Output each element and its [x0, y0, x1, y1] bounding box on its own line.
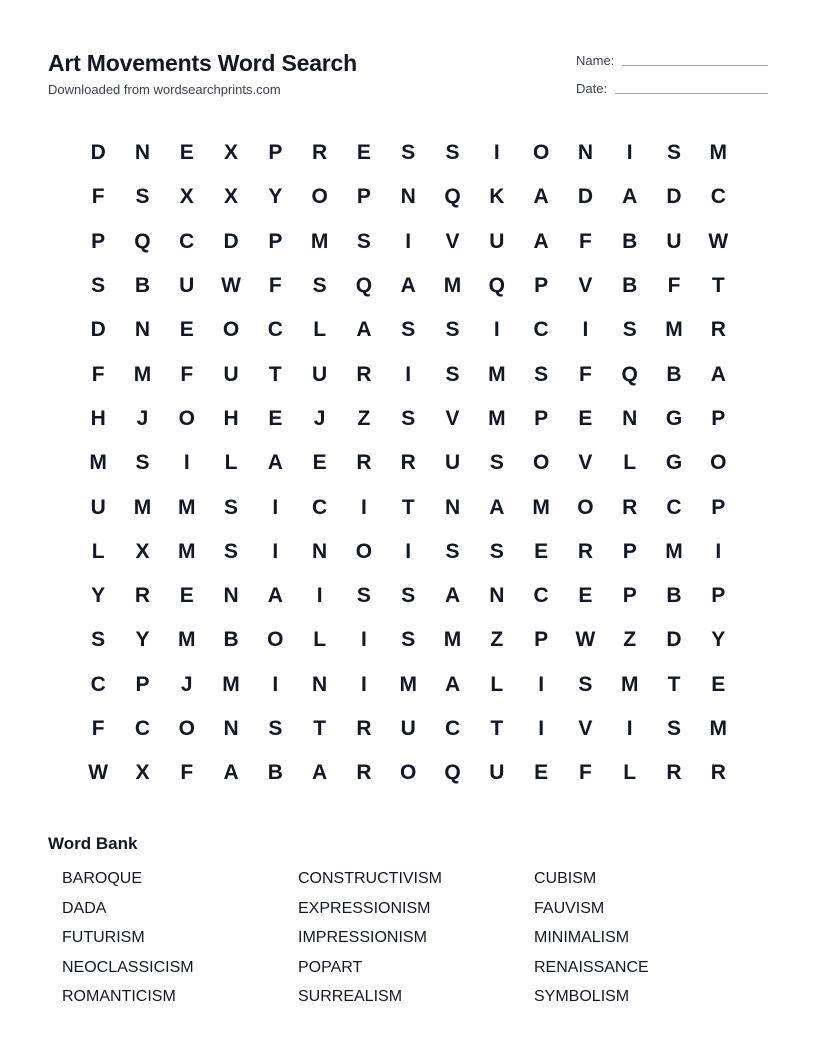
grid-cell[interactable]: O: [710, 451, 727, 475]
word-bank-item: RENAISSANCE: [534, 958, 649, 976]
grid-cell[interactable]: O: [532, 451, 550, 475]
grid-cell[interactable]: P: [135, 672, 150, 696]
grid-cell[interactable]: X: [135, 539, 150, 563]
grid-cell[interactable]: M: [665, 318, 683, 342]
word-bank-item: BAROQUE: [62, 870, 143, 887]
grid-cell[interactable]: L: [313, 628, 327, 652]
grid-cell[interactable]: S: [667, 141, 682, 165]
date-line[interactable]: [615, 92, 768, 94]
grid-cell[interactable]: P: [622, 584, 637, 608]
grid-cell[interactable]: I: [538, 672, 545, 696]
grid-cell[interactable]: P: [622, 539, 637, 563]
grid-cell[interactable]: I: [183, 451, 190, 475]
grid-cell[interactable]: H: [90, 406, 106, 430]
grid-cell[interactable]: L: [623, 761, 637, 785]
grid-cell[interactable]: S: [401, 141, 416, 165]
grid-cell[interactable]: U: [489, 761, 505, 785]
grid-cell[interactable]: E: [534, 539, 549, 563]
word-bank-item: CONSTRUCTIVISM: [298, 870, 442, 887]
grid-cell[interactable]: D: [577, 185, 593, 209]
word-bank-item: DADA: [62, 899, 107, 917]
grid-cell[interactable]: E: [179, 318, 194, 342]
grid-cell[interactable]: N: [622, 406, 638, 430]
grid-cell[interactable]: U: [400, 717, 416, 740]
grid-cell[interactable]: Y: [91, 584, 106, 608]
grid-cell[interactable]: M: [177, 495, 196, 519]
grid-cell[interactable]: C: [134, 717, 151, 740]
grid-cell[interactable]: A: [710, 362, 726, 386]
grid-cell[interactable]: I: [361, 672, 367, 696]
grid-cell[interactable]: N: [444, 495, 461, 519]
grid-cell[interactable]: E: [711, 672, 726, 696]
grid-cell[interactable]: S: [489, 451, 504, 475]
grid-cell[interactable]: S: [401, 318, 416, 342]
grid-cell[interactable]: S: [489, 539, 504, 563]
grid-cell[interactable]: A: [356, 318, 372, 342]
grid-cell[interactable]: O: [222, 318, 240, 342]
grid-cell[interactable]: I: [272, 539, 279, 563]
grid-cell[interactable]: G: [665, 451, 683, 475]
grid-cell[interactable]: Q: [444, 761, 461, 785]
grid-cell[interactable]: S: [401, 628, 416, 652]
grid-cell[interactable]: P: [268, 229, 283, 253]
page-title: Art Movements Word Search: [48, 50, 357, 76]
grid-cell[interactable]: P: [268, 141, 283, 165]
grid-cell[interactable]: I: [626, 717, 633, 740]
grid-cell[interactable]: P: [711, 584, 726, 608]
grid-cell[interactable]: I: [715, 539, 722, 563]
grid-cell[interactable]: I: [538, 717, 545, 740]
grid-cell[interactable]: X: [179, 185, 194, 209]
grid-cell[interactable]: N: [223, 584, 239, 608]
grid-cell[interactable]: D: [666, 628, 682, 652]
word-bank-item: MINIMALISM: [534, 929, 630, 947]
grid-cell[interactable]: E: [356, 141, 371, 165]
word-bank-item: FUTURISM: [62, 929, 145, 947]
grid-cell[interactable]: F: [180, 761, 194, 785]
grid-cell[interactable]: Y: [268, 185, 283, 209]
grid-cell[interactable]: S: [401, 406, 416, 430]
grid-cell[interactable]: M: [665, 539, 683, 563]
grid-cell[interactable]: R: [356, 761, 372, 785]
grid-cell[interactable]: D: [223, 229, 239, 253]
word-bank-item: IMPRESSIONISM: [298, 929, 427, 947]
grid-cell[interactable]: U: [90, 495, 106, 519]
grid-cell[interactable]: S: [578, 672, 593, 696]
grid-cell[interactable]: B: [267, 761, 283, 785]
word-bank-item: SURREALISM: [298, 988, 403, 1006]
grid-cell[interactable]: E: [534, 761, 549, 785]
grid-cell[interactable]: O: [532, 141, 550, 165]
grid-cell[interactable]: W: [88, 761, 109, 785]
grid-cell[interactable]: S: [91, 274, 106, 298]
grid-cell[interactable]: S: [622, 318, 637, 342]
grid-cell[interactable]: F: [91, 362, 105, 386]
grid-cell[interactable]: I: [493, 141, 500, 165]
grid-cell[interactable]: E: [179, 141, 194, 165]
grid-cell[interactable]: L: [224, 451, 238, 475]
grid-cell[interactable]: L: [623, 451, 637, 475]
grid-cell[interactable]: C: [444, 717, 461, 740]
grid-cell[interactable]: S: [224, 495, 239, 519]
grid-cell[interactable]: V: [578, 717, 593, 740]
grid-cell[interactable]: T: [490, 717, 504, 740]
grid-cell[interactable]: S: [534, 362, 549, 386]
grid-cell[interactable]: S: [135, 451, 150, 475]
grid-cell[interactable]: B: [666, 362, 682, 386]
grid-cell[interactable]: K: [489, 185, 505, 209]
grid-cell[interactable]: M: [620, 672, 639, 696]
grid-cell[interactable]: M: [177, 628, 196, 652]
grid-cell[interactable]: U: [223, 362, 239, 386]
grid-cell[interactable]: D: [90, 141, 106, 165]
grid-cell[interactable]: M: [443, 628, 462, 652]
grid-cell[interactable]: A: [223, 761, 239, 785]
grid-cell[interactable]: Q: [134, 229, 151, 253]
grid-cell[interactable]: M: [310, 229, 329, 253]
word-bank-item: CUBISM: [534, 870, 597, 887]
grid-cell[interactable]: X: [224, 141, 239, 165]
word-bank-title: Word Bank: [48, 834, 138, 853]
grid-cell[interactable]: T: [667, 672, 681, 696]
grid-cell[interactable]: A: [444, 584, 461, 608]
grid-cell[interactable]: D: [90, 318, 106, 342]
grid-cell[interactable]: R: [666, 761, 682, 785]
grid-cell[interactable]: W: [708, 229, 729, 253]
grid-cell[interactable]: R: [356, 451, 372, 475]
grid-cell[interactable]: P: [534, 628, 549, 652]
grid-cell[interactable]: S: [445, 362, 460, 386]
grid-cell[interactable]: S: [445, 539, 460, 563]
grid-cell[interactable]: M: [709, 141, 728, 165]
grid-cell[interactable]: O: [577, 495, 594, 519]
grid-cell[interactable]: T: [711, 274, 725, 298]
grid-cell[interactable]: F: [268, 274, 282, 298]
grid-cell[interactable]: N: [489, 584, 505, 608]
grid-cell[interactable]: Q: [444, 185, 461, 209]
grid-cell[interactable]: I: [493, 318, 500, 342]
grid-cell[interactable]: R: [710, 318, 726, 342]
word-bank: [62, 866, 772, 1014]
grid-cell[interactable]: I: [582, 318, 589, 342]
grid-cell[interactable]: L: [91, 539, 105, 563]
grid-cell[interactable]: I: [316, 584, 323, 608]
word-bank-item: EXPRESSIONISM: [298, 899, 431, 917]
grid-cell[interactable]: J: [180, 672, 193, 696]
grid-cell[interactable]: T: [268, 362, 282, 386]
grid-cell[interactable]: R: [577, 539, 593, 563]
grid-cell[interactable]: A: [267, 584, 283, 608]
grid-cell[interactable]: M: [399, 672, 417, 696]
grid-cell[interactable]: I: [272, 672, 279, 696]
letter-grid: [76, 131, 740, 795]
grid-cell[interactable]: I: [361, 495, 367, 519]
grid-cell[interactable]: S: [356, 584, 371, 608]
grid-cell[interactable]: X: [135, 761, 150, 785]
grid-cell[interactable]: I: [626, 141, 633, 165]
grid-cell[interactable]: H: [223, 406, 239, 430]
grid-cell[interactable]: N: [312, 672, 328, 696]
grid-cell[interactable]: E: [268, 406, 283, 430]
grid-cell[interactable]: M: [133, 362, 152, 386]
grid-cell[interactable]: C: [312, 495, 328, 519]
grid-cell[interactable]: Z: [490, 628, 504, 652]
grid-cell[interactable]: W: [575, 628, 596, 652]
grid-cell[interactable]: I: [361, 628, 367, 652]
grid-cell[interactable]: L: [490, 672, 504, 696]
grid-cell[interactable]: U: [666, 229, 682, 253]
grid-cell[interactable]: B: [134, 274, 151, 298]
grid-cell[interactable]: N: [134, 141, 151, 165]
grid-cell[interactable]: I: [405, 539, 412, 563]
grid-cell[interactable]: E: [312, 451, 327, 475]
grid-cell[interactable]: S: [224, 539, 239, 563]
word-bank-item: ROMANTICISM: [62, 988, 176, 1006]
grid-cell[interactable]: N: [577, 141, 593, 165]
grid-cell[interactable]: T: [401, 495, 415, 519]
grid-cell[interactable]: V: [445, 229, 460, 253]
grid-cell[interactable]: J: [136, 406, 149, 430]
grid-cell[interactable]: S: [312, 274, 327, 298]
grid-cell[interactable]: S: [445, 141, 460, 165]
grid-cell[interactable]: P: [356, 185, 371, 209]
word-bank-item: FAUVISM: [534, 899, 605, 917]
name-label: Name:: [576, 53, 615, 68]
grid-cell[interactable]: U: [489, 229, 505, 253]
grid-cell[interactable]: N: [400, 185, 416, 209]
grid-cell[interactable]: T: [313, 717, 327, 740]
grid-cell[interactable]: M: [709, 717, 728, 740]
grid-cell[interactable]: M: [488, 406, 506, 430]
grid-cell[interactable]: R: [710, 761, 726, 785]
grid-cell[interactable]: Y: [135, 628, 150, 652]
grid-cell[interactable]: C: [90, 672, 106, 696]
grid-cell[interactable]: A: [489, 495, 505, 519]
grid-cell[interactable]: P: [91, 229, 106, 253]
grid-cell[interactable]: M: [133, 495, 152, 519]
grid-cell[interactable]: U: [444, 451, 461, 475]
grid-cell[interactable]: O: [311, 185, 328, 209]
grid-cell[interactable]: S: [268, 717, 283, 740]
grid-cell[interactable]: M: [89, 451, 107, 475]
grid-cell[interactable]: O: [178, 717, 195, 740]
grid-cell[interactable]: N: [312, 539, 328, 563]
grid-cell[interactable]: M: [443, 274, 462, 298]
grid-cell[interactable]: F: [180, 362, 194, 386]
grid-cell[interactable]: F: [579, 761, 592, 785]
date-label: Date:: [576, 81, 608, 96]
word-bank-item: SYMBOLISM: [534, 988, 630, 1006]
grid-cell[interactable]: A: [444, 672, 461, 696]
grid-cell[interactable]: R: [134, 584, 151, 608]
grid-cell[interactable]: R: [356, 362, 372, 386]
grid-cell[interactable]: E: [179, 584, 194, 608]
grid-cell[interactable]: B: [622, 274, 638, 298]
grid-cell[interactable]: M: [532, 495, 550, 519]
grid-cell[interactable]: E: [578, 406, 593, 430]
grid-cell[interactable]: N: [134, 318, 151, 342]
name-field: [576, 50, 768, 68]
grid-cell[interactable]: V: [445, 406, 460, 430]
grid-cell[interactable]: C: [710, 185, 726, 209]
grid-cell[interactable]: G: [665, 406, 683, 430]
grid-cell[interactable]: I: [405, 229, 412, 253]
grid-cell[interactable]: Z: [357, 406, 371, 430]
grid-cell[interactable]: C: [267, 318, 283, 342]
grid-cell[interactable]: R: [622, 495, 638, 519]
grid-cell[interactable]: P: [711, 495, 726, 519]
grid-cell[interactable]: C: [533, 318, 549, 342]
grid-cell[interactable]: R: [356, 717, 372, 740]
grid-cell[interactable]: V: [578, 451, 593, 475]
name-line[interactable]: [622, 64, 768, 66]
grid-cell[interactable]: B: [666, 584, 682, 608]
grid-cell[interactable]: Q: [488, 274, 505, 298]
grid-cell[interactable]: S: [667, 717, 682, 740]
grid-cell[interactable]: W: [221, 274, 241, 298]
grid-cell[interactable]: U: [179, 274, 195, 298]
grid-cell[interactable]: Y: [711, 628, 726, 652]
grid-cell[interactable]: P: [711, 406, 726, 430]
grid-cell[interactable]: F: [579, 362, 592, 386]
grid-cell[interactable]: D: [666, 185, 682, 209]
page-subtitle: Downloaded from wordsearchprints.com: [48, 82, 281, 97]
grid-cell[interactable]: F: [91, 185, 105, 209]
word-bank-item: NEOCLASSICISM: [62, 958, 194, 976]
date-field: [576, 78, 768, 96]
grid-cell[interactable]: B: [622, 229, 638, 253]
grid-cell[interactable]: A: [400, 274, 416, 298]
grid-cell[interactable]: J: [313, 406, 326, 430]
grid-cell[interactable]: I: [272, 495, 279, 519]
grid-cell[interactable]: S: [91, 628, 106, 652]
grid-cell[interactable]: O: [355, 539, 373, 563]
grid-cell[interactable]: M: [488, 362, 506, 386]
grid-cell[interactable]: L: [313, 318, 327, 342]
grid-cell[interactable]: I: [405, 362, 412, 386]
grid-cell[interactable]: P: [534, 274, 549, 298]
grid-cell[interactable]: B: [223, 628, 239, 652]
grid-cell[interactable]: S: [445, 318, 460, 342]
grid-cell[interactable]: F: [579, 229, 592, 253]
grid-cell[interactable]: A: [312, 761, 328, 785]
grid-cell[interactable]: C: [179, 229, 195, 253]
grid-cell[interactable]: M: [222, 672, 240, 696]
grid-cell[interactable]: C: [533, 584, 549, 608]
grid-cell[interactable]: Q: [621, 362, 638, 386]
grid-cell[interactable]: S: [356, 229, 371, 253]
grid-cell[interactable]: A: [533, 185, 549, 209]
grid-cell[interactable]: A: [533, 229, 549, 253]
grid-cell[interactable]: O: [267, 628, 284, 652]
grid-cell[interactable]: E: [578, 584, 593, 608]
grid-cell[interactable]: U: [312, 362, 328, 386]
grid-cell[interactable]: C: [666, 495, 682, 519]
grid-cell[interactable]: O: [178, 406, 195, 430]
grid-cell[interactable]: N: [223, 717, 239, 740]
word-bank-item: POPART: [298, 958, 363, 976]
grid-cell[interactable]: A: [267, 451, 283, 475]
grid-cell[interactable]: F: [667, 274, 681, 298]
grid-cell[interactable]: R: [400, 451, 416, 475]
grid-cell[interactable]: P: [534, 406, 549, 430]
grid-cell[interactable]: S: [401, 584, 416, 608]
grid-cell[interactable]: V: [578, 274, 593, 298]
grid-cell[interactable]: F: [91, 717, 105, 740]
grid-cell[interactable]: Q: [355, 274, 373, 298]
grid-cell[interactable]: M: [177, 539, 196, 563]
grid-cell[interactable]: S: [135, 185, 150, 209]
grid-cell[interactable]: R: [312, 141, 328, 165]
grid-cell[interactable]: A: [622, 185, 638, 209]
grid-cell[interactable]: O: [400, 761, 417, 785]
grid-cell[interactable]: X: [224, 185, 239, 209]
grid-cell[interactable]: Z: [623, 628, 637, 652]
